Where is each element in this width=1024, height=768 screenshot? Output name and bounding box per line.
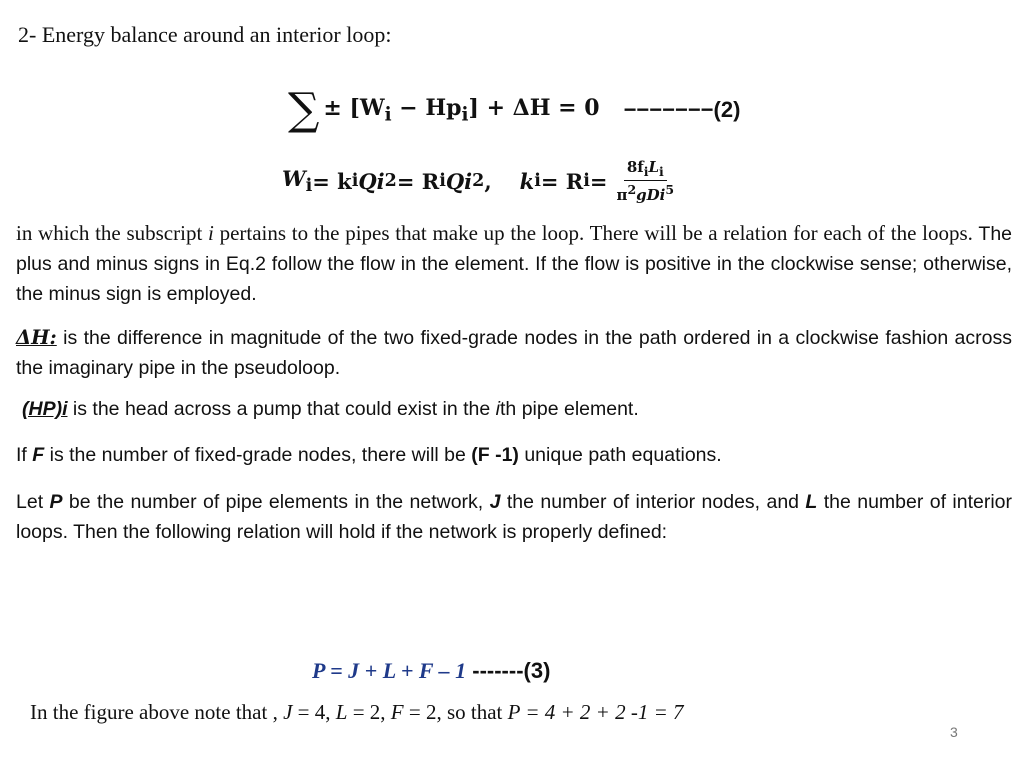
equation-2: ∑ ± $[W_i - Hp_i] + \Delta H = 0$ −−−−−−−(2)	[288, 84, 741, 135]
paragraph-fixed-grade: If F is the number of fixed-grade nodes, there will be (F -1) unique path equations.	[16, 444, 722, 466]
paragraph-subscript: in which the subscript i pertains to the pipes that make up the loop. There will be a relation for each of the loops. The plus and minus signs in Eq.2 follow the flow in the element. If the flow is positive in the clockwise sense; otherwise, the minus sign is employed.	[16, 221, 1013, 305]
equation-2-tag: −−−−−−−(2)	[623, 97, 741, 122]
figure-note: In the figure above note that , J = 4, L = 2, F = 2, so that P = 4 + 2 + 2 -1 = 7	[30, 700, 684, 724]
summation-symbol: ∑	[288, 84, 320, 135]
equation-3: P = J + L + F – 1 -------(3)	[312, 658, 551, 683]
equation-resistance: $W_i$ = k i Qi 2 = R i Qi 2 , k i = R i = $\frac{8f_iL_i}{\pi^2gDi^5}$	[282, 158, 677, 204]
paragraph-pump-head: (HP)i is the head across a pump that could exist in the ith pipe element.	[22, 398, 639, 420]
page-number: 3	[950, 724, 958, 740]
section-heading: 2- Energy balance around an interior loop:	[18, 22, 392, 47]
paragraph-delta-h: ΔH: is the difference in magnitude of the two fixed-grade nodes in the path ordered in a clockwise fashion across the imaginary pipe in the pseudoloop.	[16, 326, 1012, 379]
paragraph-network-relation: Let P be the number of pipe elements in the network, J the number of interior nodes, and L the number of interior loops. Then the following relation will hold if the network is properly defined:	[16, 491, 1013, 543]
resistance-fraction: $\frac{8f_iL_i}{\pi^2gDi^5}$	[616, 158, 675, 204]
